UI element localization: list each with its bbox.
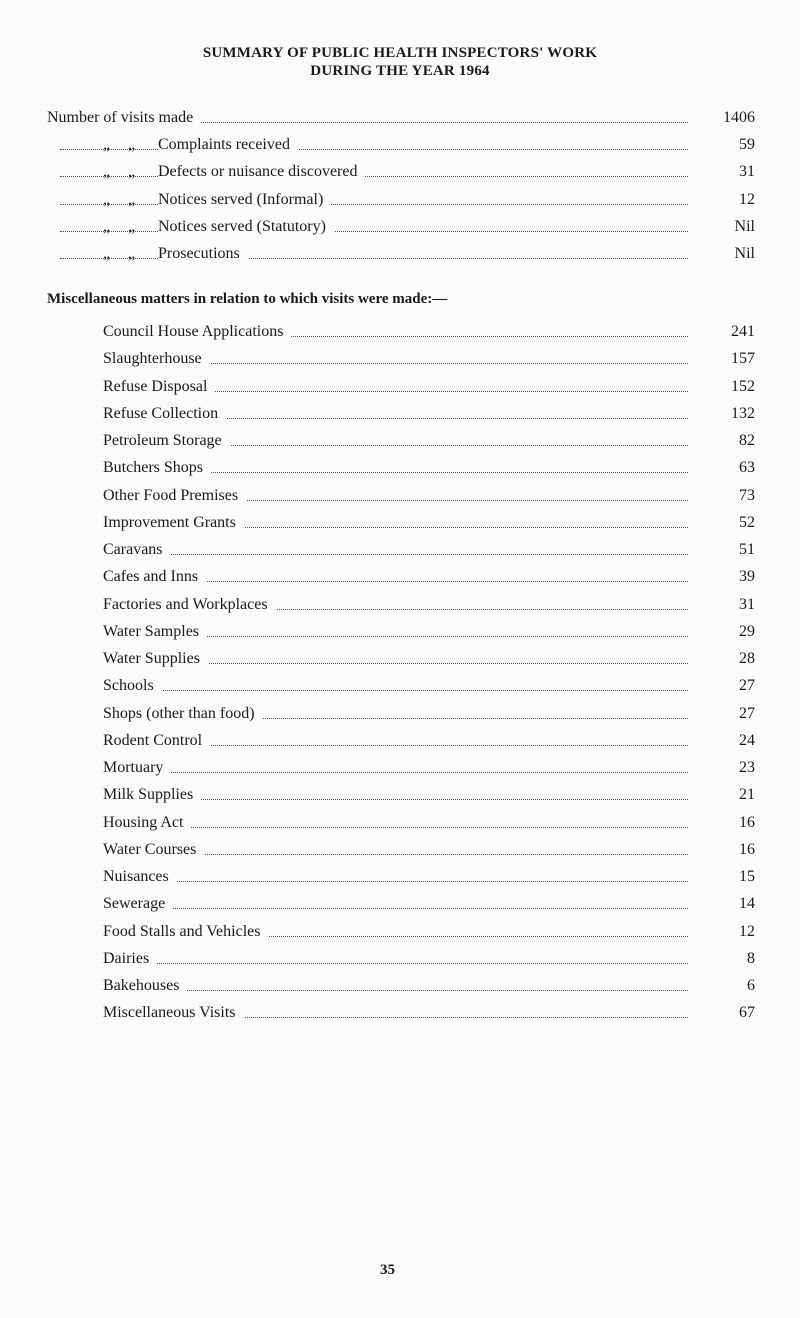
row-value: 132 <box>731 404 755 422</box>
row-label: Improvement Grants <box>103 509 244 536</box>
misc-row <box>0 400 800 427</box>
row-label: Prosecutions <box>158 240 248 267</box>
row-value: 14 <box>739 895 755 913</box>
leader-dots <box>110 879 688 882</box>
ditto-mark: „ <box>103 190 111 208</box>
leader-dots <box>110 825 688 828</box>
row-label: Water Supplies <box>103 645 208 672</box>
misc-row <box>0 509 800 536</box>
misc-row <box>0 700 800 727</box>
row-label: Food Stalls and Vehicles <box>103 918 268 945</box>
misc-row <box>0 863 800 890</box>
visits-row <box>0 240 800 267</box>
row-value: 27 <box>739 704 755 722</box>
visits-summary-list <box>0 104 800 267</box>
visits-row <box>0 186 800 213</box>
row-label: Shops (other than food) <box>103 700 263 727</box>
row-label: Water Courses <box>103 836 204 863</box>
row-value: 1406 <box>723 109 755 126</box>
misc-row <box>0 754 800 781</box>
row-label: Bakehouses <box>103 972 187 999</box>
row-value: 12 <box>739 190 755 208</box>
visits-total-row <box>0 104 800 131</box>
misc-row <box>0 345 800 372</box>
row-label: Number of visits made <box>47 104 201 131</box>
leader-dots <box>60 147 688 150</box>
misc-row <box>0 672 800 699</box>
row-label: Other Food Premises <box>103 482 246 509</box>
ditto-mark: „ <box>103 163 111 181</box>
row-value: 28 <box>739 650 755 667</box>
row-label: Housing Act <box>103 809 191 836</box>
row-value: 29 <box>739 622 755 640</box>
misc-row <box>0 999 800 1026</box>
row-value: 31 <box>739 595 755 613</box>
row-label: Complaints received <box>158 131 298 158</box>
row-label: Rodent Control <box>103 727 210 754</box>
leader-dots <box>110 770 688 773</box>
row-label: Defects or nuisance discovered <box>158 158 365 185</box>
row-label: Petroleum Storage <box>103 427 230 454</box>
row-value: 73 <box>739 486 755 504</box>
misc-row <box>0 318 800 345</box>
row-label: Schools <box>103 672 162 699</box>
row-label: Water Samples <box>103 618 207 645</box>
misc-row <box>0 781 800 808</box>
row-value: 15 <box>739 868 755 885</box>
misc-row <box>0 890 800 917</box>
document-title <box>0 44 800 80</box>
misc-row <box>0 727 800 754</box>
row-label: Butchers Shops <box>103 454 211 481</box>
ditto-mark: „ <box>128 163 136 181</box>
misc-section-heading: Miscellaneous matters in relation to which visits were made:— <box>47 291 448 307</box>
visits-row <box>0 213 800 240</box>
row-value: 157 <box>731 350 755 368</box>
misc-row <box>0 945 800 972</box>
ditto-mark: „ <box>103 217 111 235</box>
misc-row <box>0 536 800 563</box>
row-value: 23 <box>739 759 755 776</box>
visits-row <box>0 158 800 185</box>
row-value: 63 <box>739 459 755 477</box>
leader-dots <box>60 229 688 232</box>
row-value: 21 <box>739 786 755 804</box>
leader-dots <box>110 552 688 555</box>
title-line-2: DURING THE YEAR 1964 <box>310 63 490 79</box>
ditto-mark: „ <box>128 136 136 154</box>
row-value: 152 <box>731 377 755 395</box>
row-value: 241 <box>731 323 755 340</box>
row-label: Refuse Disposal <box>103 373 215 400</box>
row-value: 16 <box>739 840 755 858</box>
row-value: 6 <box>747 977 755 994</box>
row-label: Refuse Collection <box>103 400 226 427</box>
leader-dots <box>110 906 688 909</box>
leader-dots <box>110 688 688 691</box>
row-value: 12 <box>739 922 755 940</box>
row-label: Slaughterhouse <box>103 345 210 372</box>
row-value: 59 <box>739 136 755 154</box>
misc-row <box>0 972 800 999</box>
ditto-mark: „ <box>103 136 111 154</box>
misc-row <box>0 809 800 836</box>
leader-dots <box>60 256 688 259</box>
misc-row <box>0 591 800 618</box>
row-label: Cafes and Inns <box>103 563 206 590</box>
leader-dots <box>110 988 688 991</box>
misc-row <box>0 618 800 645</box>
row-value: 31 <box>739 163 755 181</box>
row-value: 27 <box>739 677 755 695</box>
row-value: 39 <box>739 568 755 586</box>
ditto-mark: „ <box>128 244 136 262</box>
leader-dots <box>110 961 688 964</box>
ditto-mark: „ <box>103 244 111 262</box>
row-value: 67 <box>739 1004 755 1022</box>
misc-row <box>0 454 800 481</box>
ditto-mark: „ <box>128 217 136 235</box>
row-label: Milk Supplies <box>103 781 201 808</box>
visits-row <box>0 131 800 158</box>
leader-dots <box>60 174 688 177</box>
row-label: Notices served (Informal) <box>158 186 331 213</box>
row-value: 51 <box>739 541 755 558</box>
ditto-mark: „ <box>128 190 136 208</box>
misc-row <box>0 373 800 400</box>
misc-row <box>0 645 800 672</box>
row-label: Mortuary <box>103 754 171 781</box>
misc-row <box>0 918 800 945</box>
row-value: Nil <box>734 217 755 235</box>
leader-dots <box>60 202 688 205</box>
row-value: 24 <box>739 731 755 749</box>
page-number: 35 <box>380 1262 395 1278</box>
row-label: Caravans <box>103 536 171 563</box>
misc-row <box>0 563 800 590</box>
row-label: Notices served (Statutory) <box>158 213 334 240</box>
row-label: Nuisances <box>103 863 177 890</box>
misc-row <box>0 836 800 863</box>
misc-row <box>0 482 800 509</box>
row-label: Dairies <box>103 945 157 972</box>
row-label: Council House Applications <box>103 318 291 345</box>
row-label: Sewerage <box>103 890 173 917</box>
row-value: 8 <box>747 949 755 967</box>
title-line-1: SUMMARY OF PUBLIC HEALTH INSPECTORS' WORK <box>202 45 598 61</box>
row-value: Nil <box>734 244 755 262</box>
row-label: Factories and Workplaces <box>103 591 276 618</box>
misc-visits-list <box>0 318 800 1027</box>
row-value: 82 <box>739 432 755 449</box>
misc-row <box>0 427 800 454</box>
row-label: Miscellaneous Visits <box>103 999 244 1026</box>
row-value: 52 <box>739 513 755 531</box>
row-value: 16 <box>739 813 755 831</box>
